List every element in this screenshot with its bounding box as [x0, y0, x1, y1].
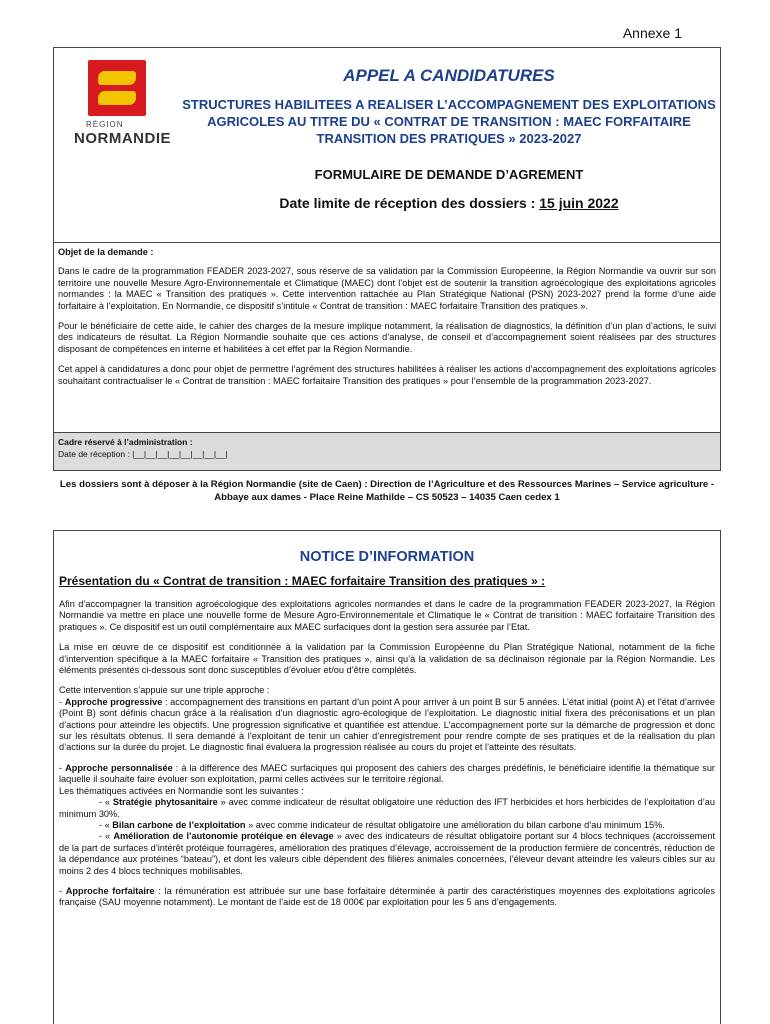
approach-progressive-title: Approche progressive: [64, 696, 163, 707]
notice-paragraph-2: La mise en œuvre de ce dispositif est conditionnée à la validation par la Commission Européenne du Plan Stratégique National, notamment de la fiche d’intervention spécifique à la MAEC forfaitaire « Transition des pratiques », ainsi qu’à la validation de sa déclinaison régionale par la Région Normandie. Les éléments présentés ci-dessous sont donc susceptibles d’évoluer et/ou d’être complétés.: [59, 642, 715, 676]
deadline-date: 15 juin 2022: [539, 195, 619, 211]
objet-label: Objet de la demande :: [58, 247, 154, 257]
application-form-box: [53, 47, 721, 471]
theme-proteique: - « Amélioration de l’autonomie protéique en élevage » avec des indicateurs de résultat obligatoire portant sur 4 blocs techniques (accroissement de la part de surfaces d’intérêt protéique fourragères, amélioration des pratiques d’élevage, accroissement de la production fermière de concentrés, réduction de la dépendance aux protéines “bateau”), et dont les valeurs cible dépendent des filières animales concernées, l’éleveur devant atteindre les valeurs cibles sur au moins 2 des 4 blocs techniques mobilisables.: [59, 831, 716, 876]
approach-personalised-title: Approche personnalisée: [65, 762, 173, 773]
objet-section: [54, 242, 720, 396]
deadline: [179, 195, 719, 211]
admin-label: Cadre réservé à l’administration :: [58, 437, 193, 447]
approach-forfaitaire: - Approche forfaitaire : la rémunération est attribuée sur une base forfaitaire déterminée à partir des caractéristiques moyennes des exploitations agricoles française (SAU moyenne notamment). Le montant de l’aide est de 18 000€ par exploitation pour les 5 ans d’engagements.: [59, 885, 715, 908]
approach-personalised-text: : à la différence des MAEC surfaciques qui proposent des cahiers des charges prédéfinis, le bénéficiaire identifie la thématique sur laquelle il souhaite faire évoluer son exploitation, parmi celles activées sur le territoire régional.: [59, 762, 715, 785]
logo-name-text: NORMANDIE: [74, 130, 171, 147]
approach-forfaitaire-text: : la rémunération est attribuée sur une base forfaitaire déterminée à partir des caractéristiques moyennes des exploitations agricoles française (SAU moyenne notamment). Le montant de l’aide est de 18 000€ par exploitation pour les 5 ans d’engagements.: [59, 885, 715, 908]
admin-reserved-box: [54, 432, 720, 470]
theme-phyto: - « Stratégie phytosanitaire » avec comme indicateur de résultat obligatoire une réduction des IFT herbicides et hors herbicides de l’exploitation d’au minimum 30%.: [59, 797, 715, 819]
theme-carbone: - « Bilan carbone de l’exploitation » avec comme indicateur de résultat obligatoire une amélioration du bilan carbone d’au minimum 15%.: [99, 819, 665, 830]
region-normandie-logo: [64, 60, 174, 147]
approach-forfaitaire-title: Approche forfaitaire: [65, 885, 155, 896]
header: [179, 66, 719, 211]
normandy-flag-icon: [88, 60, 146, 116]
theme-proteique-text: » avec des indicateurs de résultat obligatoire portant sur 4 blocs techniques (accroissement de la part de surfaces d’intérêt protéique fourragères, amélioration des pratiques d’élevage, accroissement de la production fermière de concentrés, réduction de la dépendance aux protéines “bateau”), et dont les valeurs cible dépendent des filières animales concernées, l’éleveur devant atteindre les valeurs cibles sur au moins 2 des 4 blocs techniques mobilisables.: [59, 831, 716, 876]
deadline-label: Date limite de réception des dossiers :: [279, 195, 540, 211]
approach-intro: Cette intervention s’appuie sur une triple approche :: [59, 685, 270, 696]
structures-title: STRUCTURES HABILITEES A REALISER L’ACCOMPAGNEMENT DES EXPLOITATIONS AGRICOLES AU TITRE DU « CONTRAT DE TRANSITION : MAEC FORFAITAIRE TRANSITION DES PRATIQUES » 2023-2027: [182, 97, 716, 146]
theme-carbone-title: Bilan carbone de l’exploitation: [112, 819, 246, 830]
notice-box: [53, 530, 721, 1024]
approach-personalised: - Approche personnalisée : à la différence des MAEC surfaciques qui proposent des cahiers des charges prédéfinis, le bénéficiaire identifie la thématique sur laquelle il souhaite faire évoluer son exploitation, parmi celles activées sur le territoire régional.: [59, 762, 715, 785]
submission-address: Les dossiers sont à déposer à la Région Normandie (site de Caen) : Direction de l’Agriculture et des Ressources Marines – Service agriculture - Abbaye aux dames - Place Reine Mathilde – CS 50523 – 14035 Caen cedex 1: [59, 479, 715, 503]
approach-progressive: - Approche progressive : accompagnement des transitions en partant d’un point A pour arriver à un point B sur 5 années. L’état initial (point A) et l’état d’arrivée (Point B) sont définis chacun grâce à la réalisation d’un diagnostic agro-écologique de l’exploitation. Le diagnostic initial fixera des préconisations et un plan d’actions pour atteindre les objectifs. Une progression significative et quantifiée est attendue. L’accompagnement porte sur la démarche de progression et donc sur les résultats obtenus. Il sera demandé à l’exploitant de tenir un cahier d’enregistrement pour rendre compte de ses pratiques et de la réalisation du plan d’actions sur la durée du projet. Le diagnostic final évaluera la progression réalisée au cours du projet et l’atteinte des résultats.: [59, 696, 715, 753]
theme-phyto-title: Stratégie phytosanitaire: [112, 797, 218, 808]
objet-paragraph-3: Cet appel à candidatures a donc pour objet de permettre l’agrément des structures habilitées à réaliser les actions d’accompagnement des exploitations agricoles souhaitant contractualiser le « Contrat de transition : MAEC forfaitaire Transition des pratiques » pour l’ensemble de la programmation 2023-2027.: [58, 364, 716, 386]
theme-proteique-title: Amélioration de l’autonomie protéique en élevage: [113, 831, 334, 842]
presentation-heading: Présentation du « Contrat de transition : MAEC forfaitaire Transition des pratiques » :: [59, 574, 546, 588]
logo-region-text: RÉGION: [86, 120, 124, 129]
objet-paragraph-2: Pour le bénéficiaire de cette aide, le cahier des charges de la mesure implique notamment, la réalisation de diagnostics, la définition d’un plan d’actions, le suivi des indicateurs de résultat. La Région Normandie souhaite que ces actions d’analyse, de conseil et d’accompagnement soient réalisées par des structures disposant de compétences en interne et habilitées à cet effet par la Région Normandie.: [58, 321, 716, 354]
themes-intro: Les thématiques activées en Normandie sont les suivantes :: [59, 785, 304, 796]
reception-date-field: Date de réception : |__|__|__|__|__|__|__|__|: [58, 449, 228, 459]
notice-paragraph-1: Afin d’accompagner la transition agroécologique des exploitations agricoles normandes et dans le cadre de la programmation FEADER 2023-2027, la Région Normandie va mettre en place une nouvelle forme de Mesure Agro-Environnementale et Climatique le « Contrat de transition : MAEC forfaitaire Transition des pratiques ». Ce dispositif est un outil complémentaire aux MAEC surfaciques dont la gestion sera assurée par l’Etat.: [59, 599, 715, 632]
appel-title: APPEL A CANDIDATURES: [343, 66, 555, 85]
objet-paragraph-1: Dans le cadre de la programmation FEADER 2023-2027, sous réserve de sa validation par la Commission Européenne, la Région Normandie va ouvrir sur son territoire une nouvelle Mesure Agro-Environnementale et Climatique (MAEC) dont l’objet est de soutenir la transition agroécologique des exploitations agricoles normandes : la MAEC « Transition des pratiques ». Cette intervention rattachée au Plan Stratégique National (PSN) 2023-2027 prend la forme d’une aide forfaitaire à l’exploitation. En Normandie, ce dispositif s’intitule « Contrat de transition : MAEC forfaitaire Transition des pratiques ».: [58, 266, 716, 311]
formulaire-title: FORMULAIRE DE DEMANDE D’AGREMENT: [314, 167, 584, 182]
theme-carbone-text: » avec comme indicateur de résultat obligatoire une amélioration du bilan carbone d’au minimum 15%.: [245, 819, 665, 830]
annexe-label: Annexe 1: [622, 25, 682, 41]
notice-title: NOTICE D’INFORMATION: [299, 549, 475, 565]
approach-progressive-text: : accompagnement des transitions en partant d’un point A pour arriver à un point B sur 5 années. L’état initial (point A) et l’état d’arrivée (Point B) sont définis chacun grâce à la réalisation d’un diagnostic agro-écologique de l’exploitation. Le diagnostic initial fixera des préconisations et un plan d’actions pour atteindre les objectifs. Une progression significative et quantifiée est attendue. L’accompagnement porte sur la démarche de progression et donc sur les résultats obtenus. Il sera demandé à l’exploitant de tenir un cahier d’enregistrement pour rendre compte de ses pratiques et de la réalisation du plan d’actions sur la durée du projet. Le diagnostic final évaluera la progression réalisée au cours du projet et l’atteinte des résultats.: [59, 696, 715, 753]
theme-phyto-text: » avec comme indicateur de résultat obligatoire une réduction des IFT herbicides et hors herbicides de l’exploitation d’au minimum 30%.: [59, 797, 715, 819]
